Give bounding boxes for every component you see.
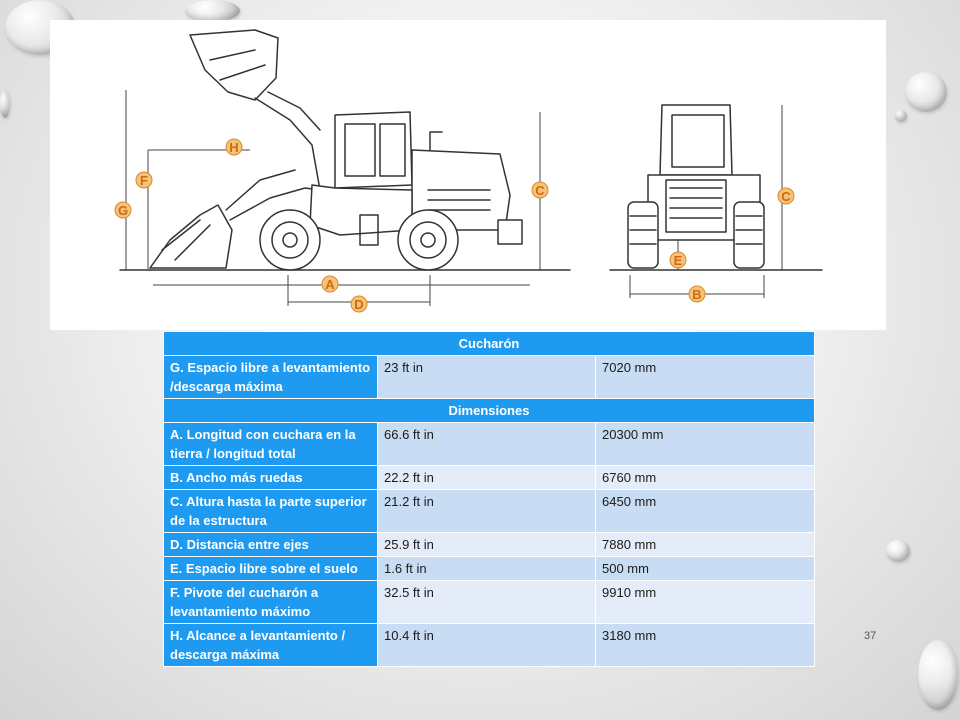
spec-metric-value: 3180 mm bbox=[596, 624, 815, 667]
water-drop-decoration bbox=[886, 540, 910, 562]
page-number: 37 bbox=[864, 630, 877, 642]
label-e-marker bbox=[670, 252, 686, 268]
water-drop-decoration bbox=[185, 0, 240, 22]
spec-imperial-value: 25.9 ft in bbox=[378, 533, 596, 557]
table-row bbox=[164, 466, 815, 490]
label-a-marker bbox=[322, 276, 338, 292]
spec-label: B. Ancho más ruedas bbox=[164, 466, 378, 490]
section-title: Cucharón bbox=[164, 332, 815, 356]
svg-text:A: A bbox=[325, 277, 335, 292]
spec-imperial-value: 23 ft in bbox=[378, 356, 596, 399]
svg-text:F: F bbox=[140, 173, 148, 188]
spec-metric-value: 6450 mm bbox=[596, 490, 815, 533]
section-header-row bbox=[164, 399, 815, 423]
loader-dimension-diagram bbox=[50, 20, 886, 330]
spec-metric-value: 9910 mm bbox=[596, 581, 815, 624]
spec-label: A. Longitud con cuchara en la tierra / longitud total bbox=[164, 423, 378, 466]
spec-metric-value: 500 mm bbox=[596, 557, 815, 581]
svg-text:B: B bbox=[692, 287, 702, 302]
table-row bbox=[164, 356, 815, 399]
spec-metric-value: 20300 mm bbox=[596, 423, 815, 466]
label-b-marker bbox=[689, 286, 705, 302]
specifications-table bbox=[163, 331, 815, 667]
spec-metric-value: 6760 mm bbox=[596, 466, 815, 490]
label-c-marker bbox=[532, 182, 548, 198]
label-g-marker bbox=[115, 202, 131, 218]
spec-imperial-value: 22.2 ft in bbox=[378, 466, 596, 490]
spec-imperial-value: 66.6 ft in bbox=[378, 423, 596, 466]
table-row bbox=[164, 490, 815, 533]
svg-text:G: G bbox=[117, 203, 129, 218]
table-row bbox=[164, 533, 815, 557]
table-row bbox=[164, 423, 815, 466]
loader-drawing bbox=[50, 20, 886, 330]
table-row bbox=[164, 557, 815, 581]
section-title: Dimensiones bbox=[164, 399, 815, 423]
label-h-marker bbox=[226, 139, 242, 155]
label-d-marker bbox=[351, 296, 367, 312]
spec-imperial-value: 10.4 ft in bbox=[378, 624, 596, 667]
table-row bbox=[164, 624, 815, 667]
water-drop-decoration bbox=[918, 640, 958, 710]
water-drop-decoration bbox=[895, 110, 907, 122]
svg-text:E: E bbox=[673, 253, 683, 268]
spec-label: C. Altura hasta la parte superior de la estructura bbox=[164, 490, 378, 533]
spec-label: H. Alcance a levantamiento / descarga máxima bbox=[164, 624, 378, 667]
spec-label: F. Pivote del cucharón a levantamiento máximo bbox=[164, 581, 378, 624]
spec-metric-value: 7020 mm bbox=[596, 356, 815, 399]
spec-label: G. Espacio libre a levantamiento /descarga máxima bbox=[164, 356, 378, 399]
water-drop-decoration bbox=[905, 72, 947, 112]
label-c-front-marker bbox=[778, 188, 794, 204]
spec-imperial-value: 21.2 ft in bbox=[378, 490, 596, 533]
label-f-marker bbox=[136, 172, 152, 188]
table-row bbox=[164, 581, 815, 624]
spec-imperial-value: 32.5 ft in bbox=[378, 581, 596, 624]
svg-text:C: C bbox=[781, 189, 791, 204]
spec-metric-value: 7880 mm bbox=[596, 533, 815, 557]
svg-text:D: D bbox=[354, 297, 364, 312]
svg-text:H: H bbox=[229, 140, 239, 155]
spec-label: D. Distancia entre ejes bbox=[164, 533, 378, 557]
section-header-row bbox=[164, 332, 815, 356]
spec-imperial-value: 1.6 ft in bbox=[378, 557, 596, 581]
svg-text:C: C bbox=[535, 183, 545, 198]
spec-label: E. Espacio libre sobre el suelo bbox=[164, 557, 378, 581]
water-drop-decoration bbox=[0, 90, 10, 118]
